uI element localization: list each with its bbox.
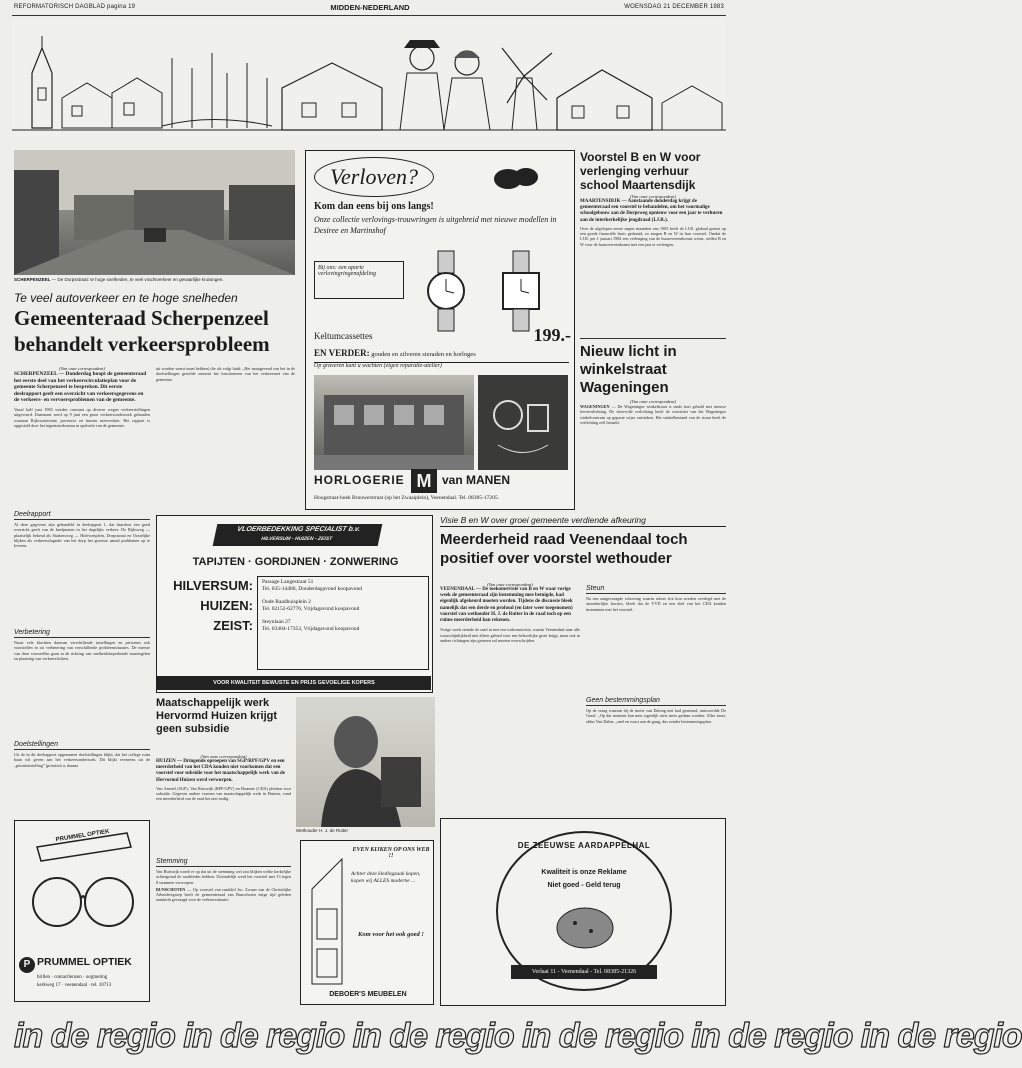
article-wageningen — [580, 343, 726, 508]
huizen-byline: (Van onze correspondent) — [200, 754, 247, 759]
jewellery-photo — [478, 375, 568, 470]
body-text: Vanaf half juni 1983 werden constant op diverse wegen verkeerstellingen uitgevoerd. Daarnaast werd op 9 juni een groot verkeersonderzoek gehouden waaraan Rijkswaterstaat, provincie en bureau meewerken. Het rapport is opgesteld door het ingenieursbureau in opdracht van de gemeente. — [14, 406, 150, 428]
veenendaal-col-2 — [586, 582, 726, 812]
ad-title: Verloven? — [314, 157, 434, 197]
photo-wethouder — [296, 697, 435, 827]
addr-zeist: Steynlaan 27 — [262, 619, 291, 625]
city-zeist: ZEIST: — [213, 618, 253, 633]
ad-line2: Onze collectie verlovings-trouwringen is uitgebreid met nieuwe modellen in Desiree en Martinshof — [314, 215, 557, 235]
ribbon-title: VLOERBEDEKKING SPECIALIST b.v. — [236, 526, 361, 533]
subhead-steun: Steun — [586, 585, 726, 594]
subhead-deelrapport: Deelrapport — [14, 511, 150, 520]
prummel-sign: PRUMMEL OPTIEK — [55, 828, 110, 844]
rings-icon — [486, 161, 546, 195]
subhead-bestemmingsplan: Geen bestemmingsplan — [586, 697, 726, 706]
photo-dorpsstraat — [14, 150, 295, 275]
ad-slogan: TAPIJTEN · GORDIJNEN · ZONWERING — [192, 556, 399, 568]
steun-text: Na een aangevraagde schorsing waarin achter slot kon worden overlegd met de afzonderlijke fracties, bleek dat de VVD en een deel van het CDA konden instemmen met het voorstel. — [586, 596, 726, 612]
ad-footer: VOOR KWALITEIT BEWUSTE EN PRIJS GEVOELIGE KOPERS — [157, 676, 431, 690]
header-section: MIDDEN-NEDERLAND — [330, 3, 410, 12]
addr-huizen: Oude Raadhuisplein 2 — [262, 599, 311, 605]
m-logo-icon: M — [411, 469, 437, 493]
aardappel-brand: DE ZEEUWSE AARDAPPELHAL — [517, 841, 651, 850]
ad-deboer-meubelen[interactable] — [300, 840, 434, 1005]
veenendaal-byline: (Van onze correspondent) — [486, 582, 534, 587]
watch-icon-1 — [416, 251, 476, 331]
watch-icon-2 — [491, 251, 551, 331]
photo-caption-1 — [14, 277, 295, 291]
tel-hilversum: Tel. 035-14480, Donderdagavond koopavond — [262, 586, 362, 592]
ad-product: Keltumcassettes — [314, 331, 373, 341]
maartensdijk-headline: Voorstel B en W voor verlenging verhuur school Maartensdijk — [580, 150, 701, 192]
aardappel-slogan2: Niet goed - Geld terug — [547, 882, 621, 889]
veenendaal-col-1 — [440, 582, 580, 812]
bestemming-text: Op de vraag waarom hij de motie van Dalong niet had gesteund, antwoordde De Graaf: „Op dat moment kan men eigenlijk niets meer gedaan worden. Alles moet, aldus Van Dalen, „snel en exact aan de gang, dus zonder bestemmingsplan. — [586, 708, 726, 724]
potato-icon — [553, 901, 617, 955]
veenendaal-lead: — De toekomstvisie van B en W waar vorige week de gemeenteraad zijn instemming mee betuigde, had eigenlijk afgekeurd moeten worden. Tijdens de discussie bleek namelijk dat een derde en profoud (en later weer toegenomen) voorstel van wethouder H. J. de Ruiter in de raad toch op een ruime meerderheid kon rekenen. — [440, 587, 573, 624]
huizen-text: Van Amstel (SGP), Van Ruiswijk (RPF/GPV) en Brunner (CDA) pleitten voor subsidie. Gegeven andere vormen van maatschappelijk werk in Huizen, vond een meerderheid van de raad het niet nodig. — [156, 785, 291, 802]
footer-banner-in-de-regio: in de regio in de regio in de regio in de regio in de regio in de regio — [14, 1017, 1022, 1055]
ad-extra-text: gouden en zilveren sieraden en horloges — [371, 351, 476, 358]
huizen-col — [156, 754, 291, 854]
prummel-logo-icon: P — [19, 957, 35, 973]
deboer-brand: DEBOER'S MEUBELEN — [329, 991, 407, 998]
maartensdijk-text: Over de afgelopen eerste negen maanden van 1983 heeft de I.J.R. globaal gezien op een goede financiële basis gedraaid, zo mogen B en W in hun voorstel. Omdat de I.J.R. per 1 januari 1984 een verlenging van de huurovereenkomst wenst, stellen B en W voor de huurovereenkomst met een jaar te verlengen. — [580, 225, 726, 247]
huizen-stemming — [156, 855, 291, 935]
ad-extra — [314, 348, 569, 360]
ad-tapijten[interactable] — [156, 515, 433, 693]
aardappel-address: Verlaat 11 - Veenendaal - Tel. 08385-21326 — [511, 965, 657, 979]
ad-zeeuwse-aardappelhal[interactable] — [440, 818, 726, 1006]
verbetering-text: Naast vele klachten daarvan verschillende instellingen en personen ook voorstellen in tot verbetering van verschillende probleemsituaties. De meeste van deze voorstellen gaan in de richting van snelheidsbeperkende maatregelen en plaatsing van verkeerslichten. — [14, 640, 150, 661]
ad-ribbon — [213, 524, 383, 546]
bunschoten-place: BUNSCHOTEN — [156, 886, 186, 892]
ribbon-sub: HILVERSUM - HUIZEN - ZEIST — [260, 536, 333, 542]
ad-brand-right: van MANEN — [442, 473, 511, 487]
caption-text: — De Dorpsstraat: te hoge snelheden, te veel vrachtverkeer en gevaarlijke kruisingen. — [51, 277, 224, 282]
ad-brand-left: HORLOGERIE — [314, 473, 405, 487]
shop-photo — [314, 375, 474, 470]
article-maartensdijk — [580, 150, 726, 330]
wageningen-text: — De Wageningse winkelstraat is sinds kort gehuld met nieuwe feestverlichting. De sfeervolle verlichting heeft de voorzitter van het Wageningse winkelcentrum op gepaste wijze ontstoken. Het winkelbestand van de straat heeft de verlichting zelf betaald. — [580, 404, 726, 425]
article-kicker: Te veel autoverkeer en te hoge snelheden — [14, 291, 238, 305]
ad-extra-label: EN VERDER: — [314, 348, 370, 358]
wageningen-byline: (Van onze correspondent) — [629, 399, 677, 404]
photo-caption-wethouder: Wethouder H. J. de Ruiter — [296, 828, 348, 833]
ad-van-manen[interactable] — [305, 150, 575, 510]
deboer-text1: Achter deze kledingzaak kopen, kopen wij ALLES moderne ... — [351, 871, 421, 884]
masthead-illustration — [12, 18, 726, 138]
tel-zeist: Tel. 03404-17353, Vrijdagavond koopavond — [262, 626, 360, 632]
ad-addresses — [257, 576, 429, 670]
ad-prummel-optiek[interactable] — [14, 820, 150, 1002]
header-rule — [12, 15, 726, 16]
ad-price: 199.- — [533, 325, 571, 345]
bunschoten-text: — Op voorstel van raadslid Jac. Zwaan van de Christelijke Arbeidersgroep heeft de gemeenteraad van Bunschoten enige tijd geleden aandacht gevraagd voor de verkeerssituatie. — [156, 886, 291, 903]
subhead-verbetering: Verbetering — [14, 629, 150, 638]
ad-note: Bij ons: een aparte verlovingringenafdeling — [314, 261, 404, 299]
lead-text: — Donderdag hoopt de gemeenteraad het eerste deel van het verkeerscirculatieplan voor de gemeente Scherpenzeel te bespreken. Dit eerste deelrapport geeft een overzicht van verkeersgegevens en de verkeers- en vervoersproblemen van de gemeente. — [14, 371, 147, 404]
wageningen-place: WAGENINGEN — [580, 404, 610, 409]
article-col-1 — [14, 366, 150, 506]
prummel-services: brillen · contactlenzen · oogmeting — [37, 975, 108, 980]
huizen-place: HUIZEN — [156, 759, 176, 764]
deboer-sign: EVEN KIJKEN OP ONS WEB !! — [352, 847, 430, 859]
city-huizen: HUIZEN: — [200, 598, 253, 613]
prummel-brand: PRUMMEL OPTIEK — [37, 956, 132, 968]
veenendaal-headline: Meerderheid raad Veenendaal toch positief over voorstel wethouder — [440, 531, 688, 567]
ad-service: Op graveren kunt u wachten (eigen reparatie-atelier) — [314, 362, 569, 372]
byline: (Van onze correspondent) — [58, 366, 106, 371]
veenendaal-kicker: Visie B en W over groei gemeente verdiende afkeuring — [440, 515, 726, 527]
caption-label: SCHERPENZEEL — [14, 277, 51, 282]
maartensdijk-place: MAARTENSDIJK — [580, 199, 621, 204]
article-col-2: uit worden wenst moet hebben) die als volgt luidt: „Het maatgevend van het in de doelstellingen gestelde omtrent het functioneren van het verkeersnet van de gemeente. — [156, 366, 295, 382]
ad-cities — [163, 576, 253, 666]
maartensdijk-lead: — Aanstaande donderdag krijgt de gemeenteraad een voorstel te behandelen, om het voormalige schoolgebouw aan de Dorpsweg opnieuw voor een jaar te verhuren aan de interkerkelijke jeugdraad (I.J.R.). — [580, 199, 723, 223]
deboer-illustration — [307, 849, 347, 989]
header-date: WOENSDAG 21 DECEMBER 1983 — [624, 4, 724, 10]
ad-line1: Kom dan eens bij ons langs! — [314, 201, 434, 212]
prummel-address: kerkweg 17 · veenendaal · tel. 10713 — [37, 983, 112, 988]
deelrapport-text: Al deze gegevens zijn gebundeld in deelrapport 1, dat daardoor een goed overzicht geeft van de knelpunten in het dagelijks verkeer. De Rijksweg — plaatselijk bekend als Stationsweg — Holevoetplein, Dorpsstraat en Oostelijke blijken als verkeersslagader van het dorp het grootste aantal problemen op te leveren. — [14, 522, 150, 549]
doelstellingen-text: Uit de in dit deelrapport opgenomen doelstellingen blijkt, dat het college ruim baan wil geven aan het verkeersonderzoek. Dit blijkt eveneens uit de „prioriteitstelling” (prioriteit a, daarna — [14, 752, 150, 768]
veenendaal-place: VEENENDAAL — [440, 587, 475, 592]
lead-place: SCHERPENZEEL — [14, 371, 58, 377]
left-column-sections — [14, 508, 150, 808]
city-hilversum: HILVERSUM: — [173, 578, 253, 593]
ad-address: Hoogstraat-hoek Bruuwerstraat (op het Zwaaiplein), Veenendaal. Tel. 08385-17205. — [314, 495, 499, 501]
tel-huizen: Tel. 02152-62776, Vrijdagavond koopavond — [262, 606, 360, 612]
veenendaal-text: Vorige week stemde de raad in met een toekomstvisie, waarin Veenendaal naar alle waarschijnlijkheid niet alleen gebied voor een behoorlijke groei krijgt, maar ook in andere richtingen zijn grenzen zal moeten overschrijden. — [440, 627, 580, 643]
header-left: REFORMATORISCH DAGBLAD pagina 19 — [14, 4, 136, 10]
aardappel-slogan1: Kwaliteit is onze Reklame — [541, 869, 627, 876]
article-headline: Gemeenteraad Scherpenzeel behandelt verkeersprobleem — [14, 306, 270, 356]
subhead-doelstellingen: Doelstellingen — [14, 741, 150, 750]
stemming-text: Van Ruiswijk wordt er op dat uit de stemming wel zou blijken welke kerkelijke achtergrond de raadsleden hebben. Uiteindelijk werd het voorstel met 13 tegen 8 stemmen verworpen. — [156, 869, 291, 885]
addr-hilversum: Passage Langestraat 51 — [262, 579, 314, 585]
maartensdijk-byline: (Van onze correspondent) — [629, 194, 677, 199]
huizen-headline: Maatschappelijk werk Hervormd Huizen krijgt geen subsidie — [156, 697, 278, 735]
wageningen-headline: Nieuw licht in winkelstraat Wageningen — [580, 343, 677, 396]
deboer-text2: Kom voor het ook goed ! — [358, 931, 424, 938]
divider — [580, 338, 726, 339]
subhead-stemming: Stemming — [156, 858, 291, 867]
huizen-lead: — Dringende oproepen van SGP/RPF/GPV en een meerderheid van het CDA konden niet voorkomen dat een voorstel voor subsidie voor het maatschappelijk werk van de Hervormd Huizen werd verworpen. — [156, 759, 285, 783]
